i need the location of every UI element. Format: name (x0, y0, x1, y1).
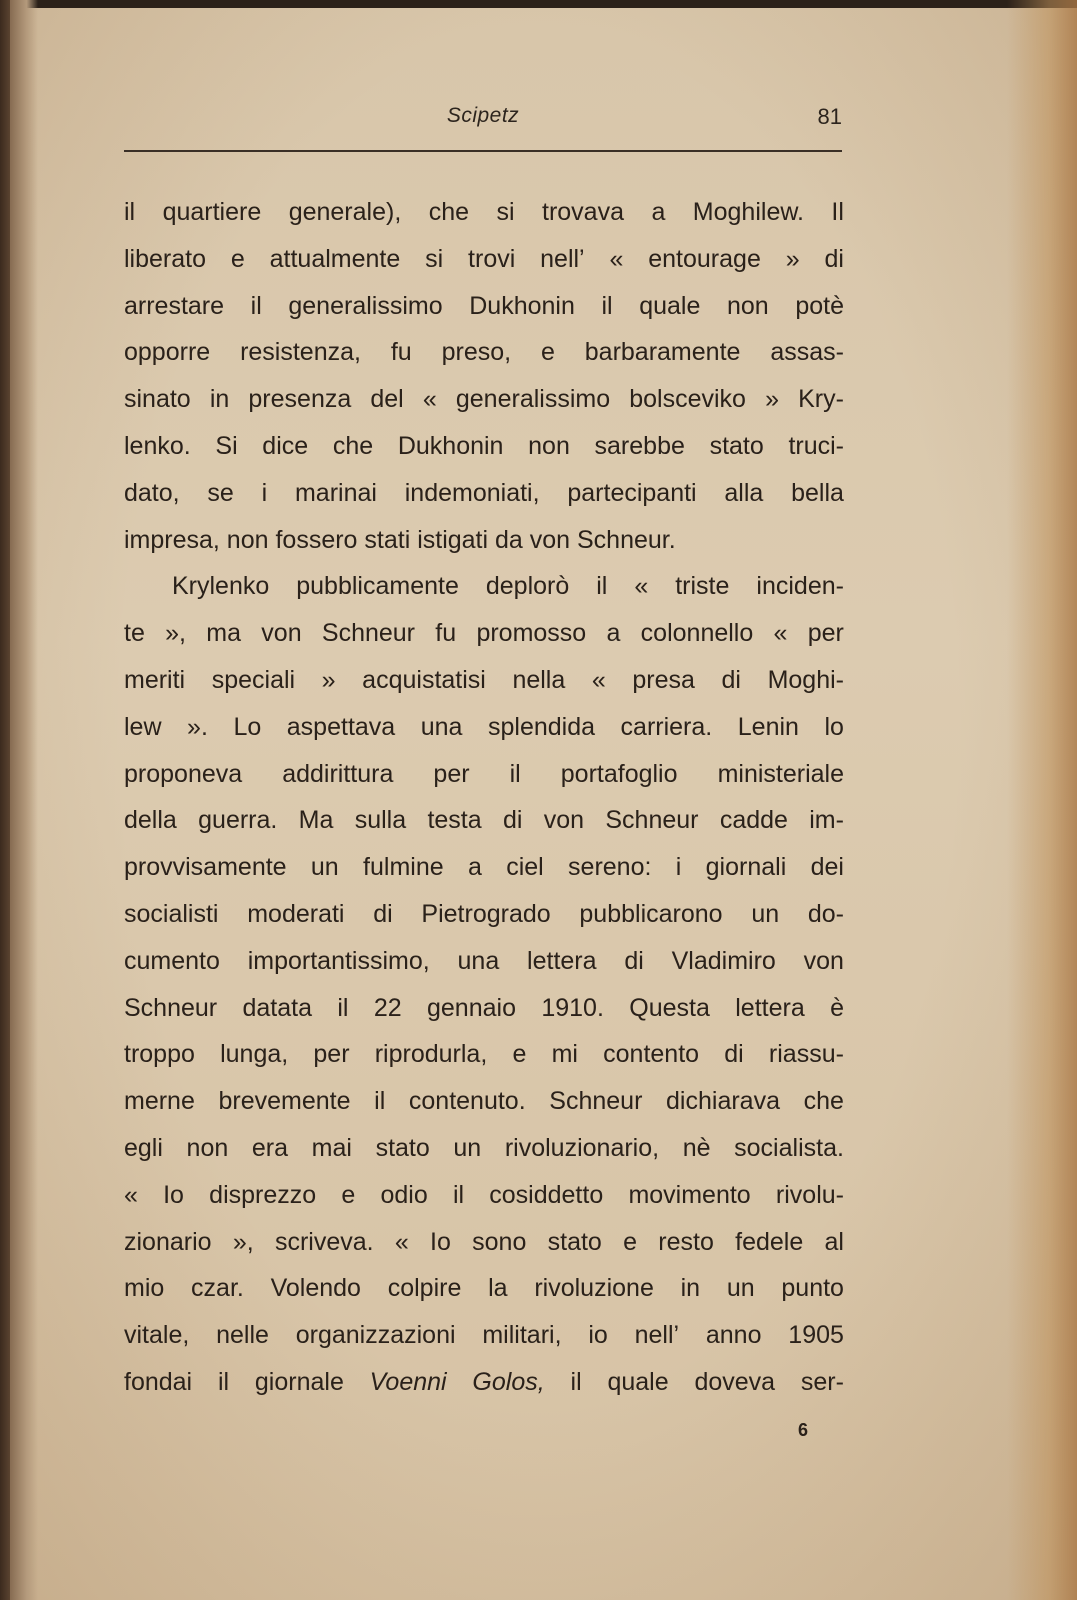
word: », (165, 619, 186, 648)
text-line (124, 797, 844, 844)
word: resto (658, 1227, 714, 1256)
word: von (261, 619, 302, 648)
word: promosso (476, 619, 587, 648)
word: moderati (247, 899, 345, 928)
word: organizzazioni (295, 1321, 456, 1350)
word: lunga, (220, 1040, 289, 1069)
text-line (124, 751, 844, 798)
text-line (124, 1359, 844, 1406)
word: lo (824, 712, 844, 741)
word: e (341, 1180, 356, 1209)
word: 1905 (788, 1321, 844, 1350)
text-line (124, 704, 844, 751)
word: Questa (629, 993, 710, 1022)
word: a (606, 619, 621, 648)
word: movimento (628, 1180, 751, 1209)
text-line (124, 189, 844, 236)
word: la (488, 1274, 508, 1303)
word: « (394, 1227, 409, 1256)
word: si (496, 198, 515, 226)
page-header (124, 100, 842, 140)
word: czar. (191, 1274, 244, 1303)
word: dato, (124, 478, 180, 507)
word: Io (430, 1227, 451, 1256)
word: al (824, 1227, 844, 1256)
word: di (373, 899, 393, 928)
word: colonnello (640, 619, 754, 648)
word: di (624, 946, 644, 975)
word: se (207, 478, 234, 507)
word: giornali (705, 853, 787, 882)
word: cumento (124, 946, 220, 975)
word: » (785, 244, 800, 273)
word: stato (709, 431, 764, 460)
word: doveva (694, 1367, 776, 1396)
word: nelle (216, 1321, 269, 1350)
word: Moghi- (767, 665, 844, 694)
word: fulmine (363, 853, 444, 882)
word: do- (807, 899, 844, 928)
word: mai (311, 1133, 352, 1162)
word: generalissimo (288, 291, 443, 320)
italic-word: Golos, (472, 1367, 545, 1396)
word: cadde (719, 806, 788, 835)
word: per (313, 1040, 350, 1069)
word: Si (215, 431, 238, 460)
word: e (230, 244, 245, 273)
word: Il (831, 198, 844, 226)
word: sarebbe (594, 431, 685, 460)
text-line (124, 844, 844, 891)
text-line (124, 1031, 844, 1078)
word: Volendo (270, 1274, 361, 1303)
word: e (623, 1227, 638, 1256)
word: che (428, 198, 470, 226)
word: nell’ (634, 1321, 680, 1350)
word: portafoglio (560, 759, 678, 788)
word: Kry- (798, 385, 844, 414)
word: 22 (373, 993, 402, 1022)
text-line (124, 610, 844, 657)
word: a (467, 853, 482, 882)
text-line (124, 1125, 844, 1172)
text-line (124, 657, 844, 704)
word: il (509, 759, 521, 788)
word: nè (682, 1133, 711, 1162)
text-line (124, 423, 844, 470)
word: partecipanti (567, 478, 697, 507)
text-line (124, 563, 844, 610)
word: ser- (800, 1367, 844, 1396)
word: e (512, 1040, 527, 1069)
word: lew (124, 712, 162, 741)
word: « (591, 665, 606, 694)
word: » (321, 665, 336, 694)
word: trovi (468, 244, 516, 273)
word: liberato (124, 244, 206, 273)
word: speciali (211, 665, 296, 694)
binding-edge (0, 0, 10, 1600)
word: vitale, (124, 1321, 190, 1350)
word: Schneur (124, 993, 218, 1022)
word: in (209, 385, 230, 414)
word: aspettava (286, 712, 396, 741)
word: ministeriale (717, 759, 844, 788)
word: il (337, 993, 349, 1022)
word: per (433, 759, 470, 788)
word: a (651, 198, 666, 226)
text-line (124, 283, 844, 330)
word: giornale (254, 1367, 344, 1396)
word: ». (187, 712, 208, 741)
word: per (807, 619, 844, 648)
word: quartiere (162, 198, 262, 226)
signature-mark: 6 (798, 1420, 809, 1440)
word: sulla (354, 806, 407, 835)
word: socialista. (734, 1133, 844, 1162)
word: una (457, 946, 500, 975)
word: generale), (288, 198, 402, 226)
word: Schneur (605, 806, 699, 835)
word: nella (512, 665, 566, 694)
word: il (217, 1367, 230, 1396)
word: non (186, 1133, 229, 1162)
word: cosiddetto (489, 1180, 604, 1209)
word: preso, (441, 338, 512, 367)
word: di (502, 806, 523, 835)
word: dichiarava (666, 1087, 780, 1116)
word: von (803, 946, 844, 975)
word: meriti (124, 665, 186, 694)
word: gennaio (427, 993, 516, 1022)
word: stato (547, 1227, 602, 1256)
word: von (543, 806, 585, 835)
word: pubblicamente (296, 572, 459, 601)
word: te (124, 619, 145, 648)
word: contento (603, 1040, 700, 1069)
word: lettera (527, 946, 597, 975)
word: dei (810, 853, 844, 882)
word: Io (163, 1180, 184, 1209)
word: entourage (648, 244, 761, 273)
word: stato (375, 1133, 430, 1162)
word: in (680, 1274, 701, 1303)
word: splendida (487, 712, 596, 741)
word: zionario (124, 1227, 212, 1256)
text-line (124, 1172, 844, 1219)
word: colpire (387, 1274, 462, 1303)
text-line (124, 329, 844, 376)
text-line (124, 1219, 844, 1266)
word: addirittura (282, 759, 394, 788)
word: acquistatisi (362, 665, 486, 694)
text-line (124, 1078, 844, 1125)
word: militari, (482, 1321, 562, 1350)
word: si (425, 244, 444, 273)
word: ciel (506, 853, 544, 882)
page-edge-stain (1007, 0, 1077, 1600)
word: Lenin (737, 712, 799, 741)
word: attualmente (269, 244, 401, 273)
text-line (124, 891, 844, 938)
text-line (124, 985, 844, 1032)
body-text (124, 189, 844, 1406)
word: opporre (124, 338, 211, 367)
word: fu (435, 619, 457, 648)
text-line (124, 1265, 844, 1312)
word: testa (427, 806, 482, 835)
text-line: impresa, non fossero stati istigati da von Schneur. (124, 525, 676, 554)
word: potè (795, 291, 844, 320)
word: i (261, 478, 268, 507)
word: fu (390, 338, 412, 367)
word: pubblicarono (579, 899, 723, 928)
word: triste (675, 572, 730, 601)
word: Moghilew. (692, 198, 804, 226)
word: Dukhonin (397, 431, 504, 460)
word: Schneur (549, 1087, 643, 1116)
word: del (370, 385, 404, 414)
word: Pietrogrado (421, 899, 551, 928)
word: carriera. (620, 712, 713, 741)
word: di (824, 244, 844, 273)
text-line (124, 236, 844, 283)
word: rivoluzionario, (504, 1133, 660, 1162)
word: proponeva (124, 759, 243, 788)
word: Ma (298, 806, 334, 835)
running-title: Scipetz (446, 104, 520, 127)
word: un (751, 899, 780, 928)
word: alla (724, 478, 764, 507)
text-line (124, 376, 844, 423)
word: barbaramente (584, 338, 741, 367)
word: » (765, 385, 779, 414)
word: dice (262, 431, 309, 460)
word: im- (809, 806, 844, 835)
italic-word: Voenni (369, 1367, 447, 1396)
word: socialisti (124, 899, 219, 928)
word: rivoluzione (534, 1274, 654, 1303)
word: che (803, 1087, 844, 1116)
text-line (124, 470, 844, 517)
word: e (540, 338, 555, 367)
word: deplorò (485, 572, 570, 601)
word: della (124, 806, 177, 835)
word: di (721, 665, 741, 694)
word: il (452, 1180, 465, 1209)
word: fedele (735, 1227, 804, 1256)
word: disprezzo (209, 1180, 317, 1209)
text-line (124, 1312, 844, 1359)
word: », (232, 1227, 254, 1256)
word: bella (791, 478, 844, 507)
word: punto (781, 1274, 844, 1303)
word: riprodurla, (374, 1040, 488, 1069)
word: odio (380, 1180, 428, 1209)
word: provvisamente (124, 853, 287, 882)
word: datata (242, 993, 312, 1022)
word: non (726, 291, 769, 320)
word: troppo (124, 1040, 195, 1069)
word: Lo (233, 712, 262, 741)
word: trovava (542, 198, 624, 226)
word: marinai (294, 478, 377, 507)
word: non (528, 431, 570, 460)
word: contenuto. (408, 1087, 526, 1116)
word: scriveva. (274, 1227, 374, 1256)
word: il (250, 291, 262, 320)
word: un (310, 853, 339, 882)
header-rule (124, 150, 842, 152)
word: merne (124, 1087, 195, 1116)
word: Vladimiro (671, 946, 776, 975)
word: i (675, 853, 682, 882)
word: generalissimo (455, 385, 611, 414)
word: fondai (124, 1367, 193, 1396)
word: « (422, 385, 437, 414)
word: Krylenko (172, 572, 270, 601)
word: brevemente (218, 1087, 351, 1116)
word: mio (124, 1274, 165, 1303)
word: Schneur (321, 619, 416, 648)
word: guerra. (198, 806, 278, 835)
word: ma (206, 619, 242, 648)
word: resistenza, (240, 338, 361, 367)
word: una (420, 712, 463, 741)
word: sinato (124, 385, 191, 414)
word: indemoniati, (404, 478, 540, 507)
word: rivolu- (775, 1180, 844, 1209)
word: il (124, 198, 136, 226)
page-number: 81 (817, 104, 842, 129)
word: era (251, 1133, 289, 1162)
word: 1910. (541, 993, 604, 1022)
word: bolsceviko (629, 385, 746, 414)
word: quale (607, 1367, 669, 1396)
word: un (453, 1133, 482, 1162)
word: riassu- (768, 1040, 844, 1069)
word: importantissimo, (247, 946, 430, 975)
word: sereno: (568, 853, 652, 882)
word: « (609, 244, 624, 273)
word: sono (472, 1227, 527, 1256)
word: lettera (735, 993, 805, 1022)
word: assas- (770, 338, 844, 367)
word: il (601, 291, 613, 320)
word: che (332, 431, 374, 460)
word: « (634, 572, 649, 601)
word: quale (639, 291, 701, 320)
word: inciden- (756, 572, 844, 601)
word: è (830, 993, 844, 1022)
word: io (588, 1321, 608, 1350)
word: nell’ (540, 244, 585, 273)
word: « (773, 619, 788, 648)
word: arrestare (124, 291, 225, 320)
scan-top-edge (0, 0, 1077, 8)
word: il (374, 1087, 386, 1116)
word: il (596, 572, 608, 601)
word: il (570, 1367, 582, 1396)
word: presenza (248, 385, 352, 414)
word: Dukhonin (469, 291, 575, 320)
text-line (124, 938, 844, 985)
word: presa (632, 665, 695, 694)
word: truci- (788, 431, 844, 460)
word: lenko. (124, 431, 191, 460)
word: un (726, 1274, 755, 1303)
word: di (724, 1040, 744, 1069)
word: « (124, 1180, 138, 1209)
word: egli (124, 1133, 163, 1162)
word: anno (705, 1321, 762, 1350)
word: mi (551, 1040, 578, 1069)
